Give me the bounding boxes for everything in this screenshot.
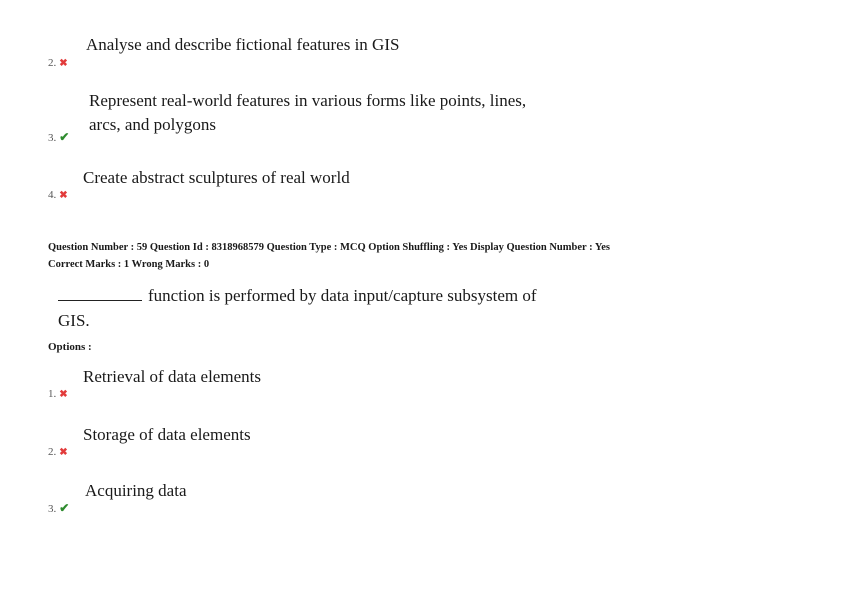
option-number [48,388,68,400]
option-number-label: 1. [48,388,57,400]
option-number-label: 2. [48,57,57,69]
cross-icon: ✖ [59,389,68,400]
fill-blank [58,286,142,301]
option-number [48,446,68,458]
option-text-line2: arcs, and polygons [89,115,217,134]
option-number [48,130,69,145]
option-text: Acquiring data [85,481,187,500]
options-label: Options : [48,341,92,353]
option-number-label: 4. [48,189,57,201]
check-icon: ✔ [59,130,70,144]
option-text: Retrieval of data elements [83,367,261,386]
option-number-label: 2. [48,446,57,458]
option-text: Create abstract sculptures of real world [83,168,350,187]
marks-meta: Correct Marks : 1 Wrong Marks : 0 [48,259,210,270]
option-number-label: 3. [48,132,57,144]
question-meta: Question Number : 59 Question Id : 8318968579 Question Type : MCQ Option Shuffling : Yes Display Question Number : Yes [48,242,611,253]
question-text-line1 [58,284,537,308]
cross-icon: ✖ [59,58,68,69]
question-text-line2: GIS. [58,311,90,330]
option-number [48,501,69,516]
question-text: function is performed by data input/capture subsystem of [148,286,537,305]
option-number [48,189,68,201]
option-text: Analyse and describe fictional features in GIS [86,35,400,54]
cross-icon: ✖ [59,190,68,201]
cross-icon: ✖ [59,447,68,458]
option-text-line1: Represent real-world features in various forms like points, lines, [89,91,527,110]
check-icon: ✔ [59,501,70,515]
option-text: Storage of data elements [83,425,251,444]
option-number-label: 3. [48,503,57,515]
option-number [48,57,68,69]
